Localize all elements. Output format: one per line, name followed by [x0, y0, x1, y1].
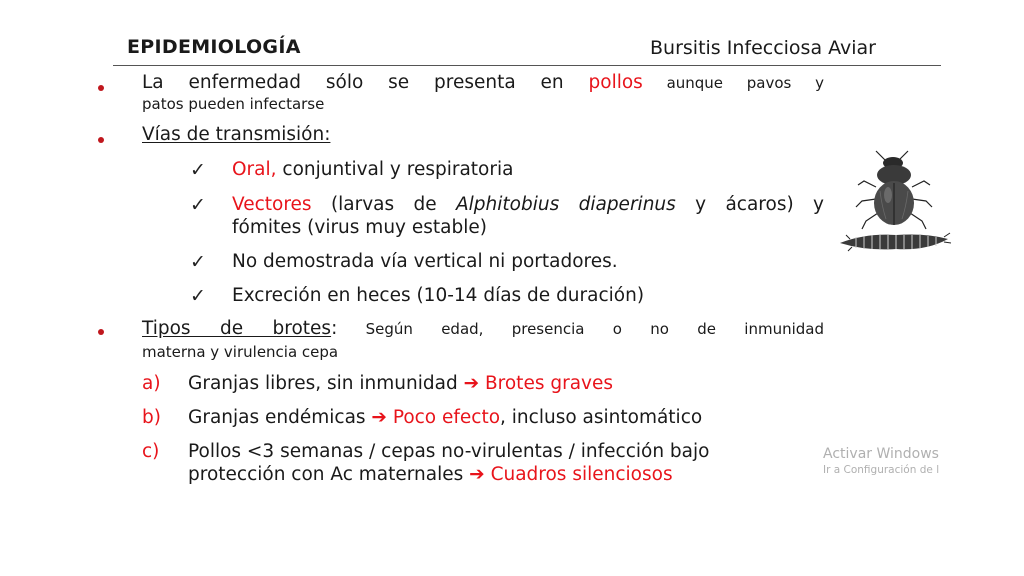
outbreak-item-c: Pollos <3 semanas / cepas no-virulentas / infección bajo: [188, 441, 710, 462]
outbreak-colon: :: [331, 318, 338, 339]
transmission-item-2-post: y ácaros) y: [675, 194, 824, 215]
outbreak-item-c-text2: protección con Ac maternales: [188, 464, 470, 485]
outbreak-item-b-result: Poco efecto: [386, 407, 501, 428]
outbreak-item-c-line2: [188, 464, 673, 485]
bullet1-text-pre: La enfermedad sólo se presenta en: [142, 72, 589, 93]
transmission-item-2-pre: (larvas de: [311, 194, 457, 215]
check-mark-icon: ✓: [190, 194, 206, 216]
outbreak-item-b-text: Granjas endémicas: [188, 407, 372, 428]
item-letter-b: b): [142, 407, 161, 428]
outbreak-item-b-post: , incluso asintomático: [500, 407, 703, 428]
right-arrow-icon: ➔: [469, 464, 485, 485]
outbreak-description: Según edad, presencia o no de inmunidad: [337, 320, 824, 338]
section-title: EPIDEMIOLOGÍA: [127, 36, 301, 58]
bullet1-highlight: pollos: [588, 72, 643, 93]
disease-title: Bursitis Infecciosa Aviar: [650, 37, 876, 59]
activation-watermark-title: Activar Windows: [823, 446, 939, 462]
species-name: Alphitobius diaperinus: [456, 194, 676, 215]
outbreak-heading-line: [142, 318, 824, 339]
check-mark-icon: ✓: [190, 285, 206, 307]
outbreak-item-b: [188, 407, 702, 428]
item-letter-c: c): [142, 441, 160, 462]
check-mark-icon: ✓: [190, 251, 206, 273]
transmission-item-1-text: conjuntival y respiratoria: [276, 159, 514, 180]
transmission-item-4: Excreción en heces (10-14 días de duración): [232, 285, 645, 306]
outbreak-description-line2: materna y virulencia cepa: [142, 343, 339, 361]
transmission-heading: [142, 124, 330, 145]
bullet1-line2: patos pueden infectarse: [142, 95, 325, 113]
outbreak-item-c-result: Cuadros silenciosos: [484, 464, 673, 485]
right-arrow-icon: ➔: [371, 407, 387, 428]
bullet-dot-icon: [98, 329, 104, 335]
check-mark-icon: ✓: [190, 159, 206, 181]
transmission-item-2: [232, 194, 824, 215]
activation-watermark-subtitle: Ir a Configuración de l: [823, 464, 940, 476]
header-divider: [113, 65, 941, 66]
transmission-item-1-highlight: Oral,: [232, 159, 277, 180]
right-arrow-icon: ➔: [463, 373, 480, 394]
transmission-item-1: [232, 159, 513, 180]
outbreak-item-a-result: Brotes graves: [479, 373, 613, 394]
item-letter-a: a): [142, 373, 161, 394]
bullet1-line1: [142, 72, 824, 93]
outbreak-item-a: [188, 373, 613, 394]
transmission-item-3: No demostrada vía vertical ni portadores.: [232, 251, 618, 272]
outbreak-item-a-text: Granjas libres, sin inmunidad: [188, 373, 464, 394]
transmission-heading-text: Vías de transmisión:: [142, 124, 331, 145]
beetle-and-larva-icon: [836, 147, 952, 259]
transmission-item-2-highlight: Vectores: [232, 194, 312, 215]
bullet-dot-icon: [98, 85, 104, 91]
transmission-item-2-line2: fómites (virus muy estable): [232, 217, 487, 238]
bullet-dot-icon: [98, 137, 104, 143]
outbreak-heading: Tipos de brotes: [142, 318, 332, 339]
bullet1-text-post: aunque pavos y: [642, 74, 824, 92]
